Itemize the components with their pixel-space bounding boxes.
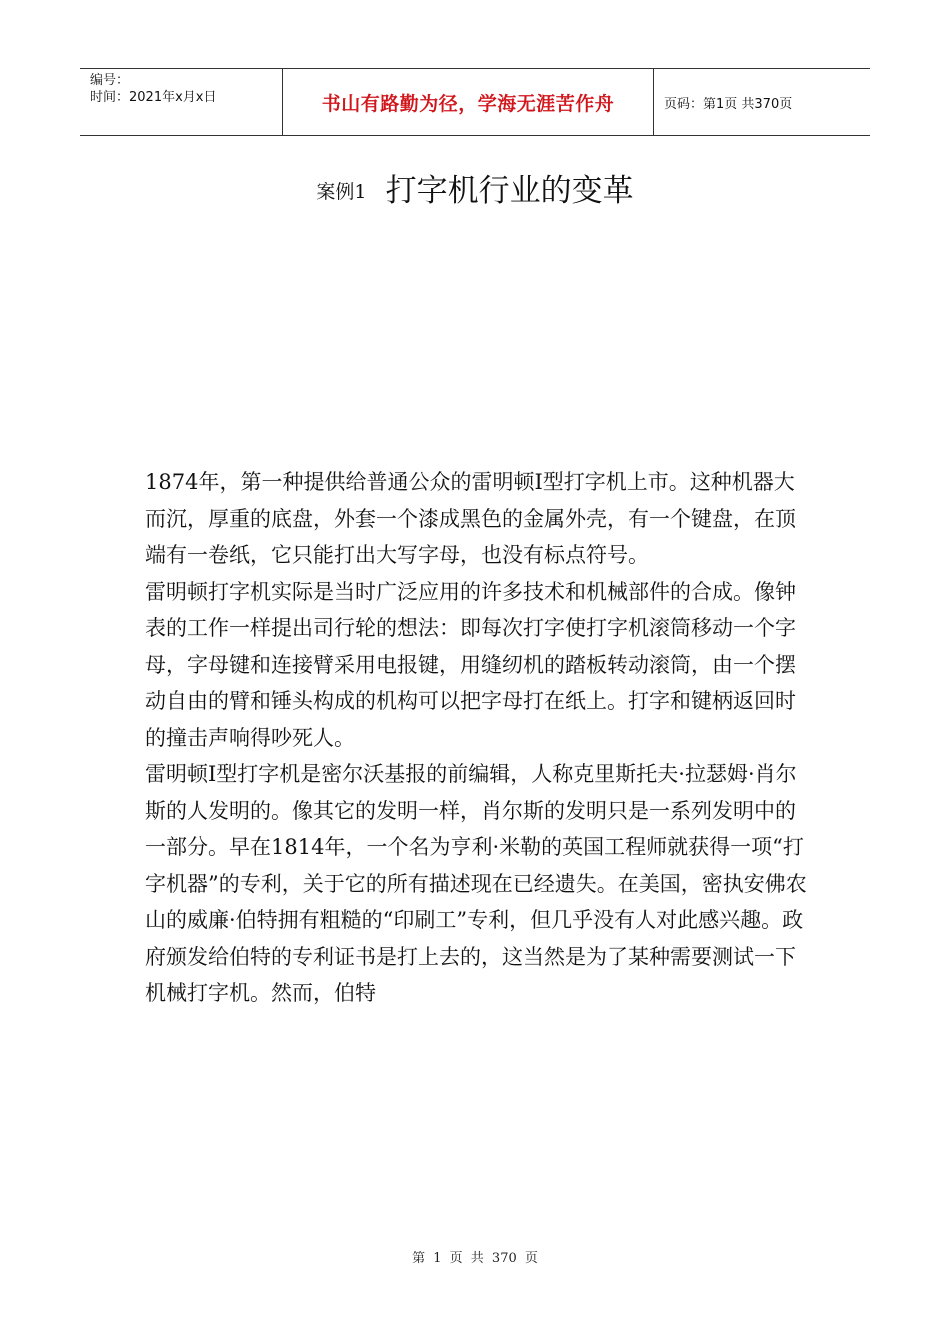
page-footer: 第 1 页 共 370 页 xyxy=(412,1251,538,1266)
page-header xyxy=(80,68,870,136)
paragraph: 雷明顿打字机实际是当时广泛应用的许多技术和机械部件的合成。像钟表的工作一样提出司行轮的想法：即每次打字使打字机滚筒移动一个字母，字母键和连接臂采用电报键，用缝纫机的踏板转动滚筒，由一个摆动自由的臂和锤头构成的机构可以把字母打在纸上。打字和键柄返回时的撞击声响得吵死人。 xyxy=(145,579,796,750)
header-meta xyxy=(80,69,282,135)
header-page-info: 页码：第1页 共370页 xyxy=(664,96,793,112)
paragraph: 1874年，第一种提供给普通公众的雷明顿Ⅰ型打字机上市。这种机器大而沉，厚重的底盘，外套一个漆成黑色的金属外壳，有一个键盘，在顶端有一卷纸，它只能打出大写字母，也没有标点符号。 xyxy=(145,470,796,567)
title-prefix: 案例1 xyxy=(316,181,367,203)
document-body xyxy=(145,464,811,1012)
document-title xyxy=(0,165,950,210)
time-label: 时间：2021年x月x日 xyxy=(90,90,217,105)
title-main: 打字机行业的变革 xyxy=(385,173,634,209)
paragraph: 雷明顿Ⅰ型打字机是密尔沃基报的前编辑，人称克里斯托夫·拉瑟姆·肖尔斯的人发明的。像其它的发明一样，肖尔斯的发明只是一系列发明中的一部分。早在1814年，一个名为亨利·米勒的英国工程师就获得一项“打字机器”的专利，关于它的所有描述现在已经遗失。在美国，密执安佛农山的威廉·伯特拥有粗糙的“印刷工”专利，但几乎没有人对此感兴趣。政府颁发给伯特的专利证书是打上去的，这当然是为了某种需要测试一下机械打字机。然而，伯特 xyxy=(145,762,807,1005)
header-motto: 书山有路勤为径，学海无涯苦作舟 xyxy=(282,69,654,135)
number-label: 编号： xyxy=(90,73,130,88)
